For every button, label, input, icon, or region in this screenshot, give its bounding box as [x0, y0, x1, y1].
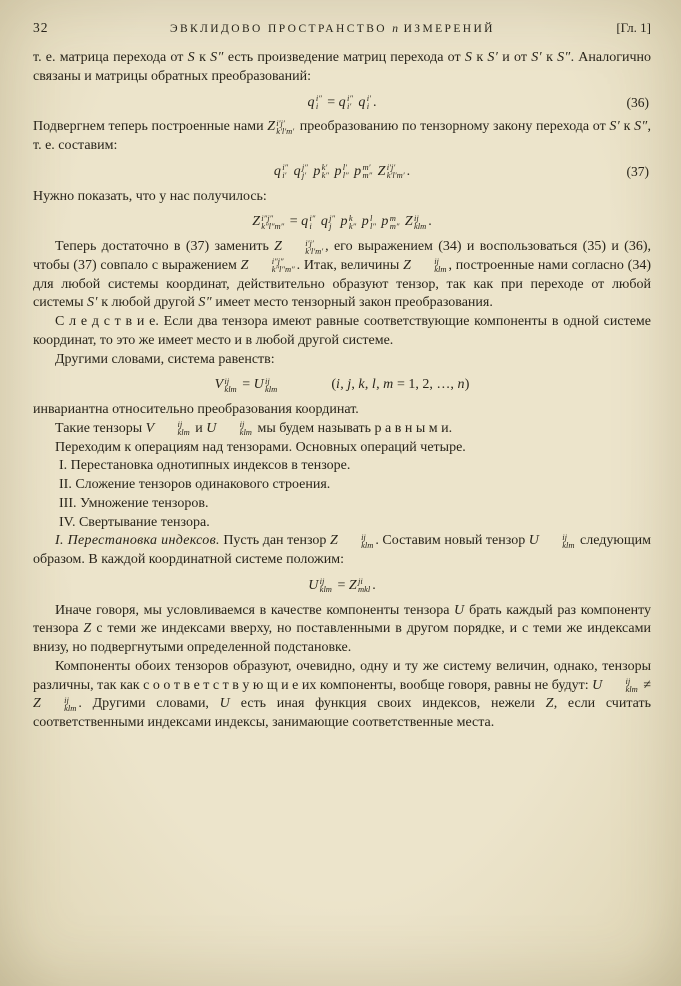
paragraph-1: т. е. матрица перехода от S к S″ есть произведение матриц перехода от S к S′ и от S′ к S″. Аналогично связаны и матрицы обратных преобразований:: [33, 50, 651, 84]
equation-vu: [33, 376, 651, 395]
paragraph-10: I. Перестановка индексов. Пусть дан тензор Z ij klm . Составим новый тензор U ij klm следующим образом. В каждой координатной системе положим:: [33, 531, 651, 567]
equation-transform: [33, 213, 651, 232]
paragraph-4: Теперь достаточно в (37) заменить Z i′j′ k′l′m′ , его выражением (34) и воспользоваться (35) и (36), чтобы (37) совпало с выражением Z i″j″ k″l″m″ . Итак, величины Z ij klm , построенные нами согласно (34) для любой системы координат, действительно образуют тензор, так как при переходе от любой системы S′ к любой другой S″ имеет место тензорный закон преобразования.: [33, 237, 652, 311]
equation-36-formula: q i″ i = q i″ i′ q i′ i .: [307, 93, 377, 112]
paragraph-8: Такие тензоры V ij klm и U ij klm мы будем называть р а в н ы м и.: [55, 419, 453, 438]
paragraph-3: Нужно показать, что у нас получилось:: [33, 188, 267, 204]
list-item-2: II. Сложение тензоров одинакового строения.: [59, 477, 331, 492]
equation-37-number: (37): [626, 164, 649, 180]
page-header: [33, 20, 651, 36]
equation-37: [33, 163, 651, 182]
equation-uz-formula: U ij klm = Z ji mkl .: [308, 576, 376, 595]
equation-36: [33, 94, 651, 113]
page-body: [33, 49, 651, 733]
equation-37-formula: q i″ i′ q j″ j′ p k′ k″ p l′ l″ p m′ m″ Z i′j′ k′l′m′ .: [273, 162, 411, 181]
equation-transform-formula: Z i″j″ k″l″m″ = q i″ i q j″ j p k k″ p l l″ p m m″ Z ij klm .: [252, 212, 432, 231]
chapter-ref: [Гл. 1]: [616, 20, 651, 35]
running-title: ЭВКЛИДОВО ПРОСТРАНСТВО n ИЗМЕРЕНИЙ: [169, 23, 495, 35]
list-item-3: III. Умножение тензоров.: [59, 495, 209, 511]
list-item-4: IV. Свертывание тензора.: [59, 514, 210, 530]
paragraph-6: Другими словами, система равенств:: [55, 351, 275, 367]
equation-uz: [33, 577, 651, 596]
page-number: 32: [33, 20, 49, 35]
paragraph-11: Иначе говоря, мы условливаемся в качестве компоненты тензора U брать каждый раз компоненту тензора Z с теми же индексами вверху, но поставленными в другом порядке, и с теми же индексами внизу, но подвергнутыми определенной подстановке.: [33, 602, 652, 655]
list-item-1: I. Перестановка однотипных индексов в тензоре.: [59, 458, 351, 474]
paragraph-7: инвариантна относительно преобразования координат.: [33, 402, 359, 417]
paragraph-5-corollary: С л е д с т в и е. Если два тензора имеют равные соответствующие компоненты в одной системе координат, то это же имеет место и в любой другой системе.: [33, 314, 651, 348]
equation-36-number: (36): [626, 94, 649, 110]
paragraph-9: Переходим к операциям над тензорами. Основных операций четыре.: [55, 439, 466, 455]
equation-vu-formula: V ij klm = U ij klm (i, j, k, l, m = 1, 2, …, n): [214, 375, 470, 394]
paragraph-12: Компоненты обоих тензоров образуют, очевидно, одну и ту же систему величин, однако, тензоры различны, так как с о о т в е т с т в у ю щ и е их компоненты, вообще говоря, равны не будут: U ij klm ≠ Z ij klm . Другими словами, U есть иная функция своих индексов, нежели Z, если считать соответственными индексами индексы, занимающие соответственные места.: [33, 658, 652, 730]
paragraph-2: Подвергнем теперь построенные нами Z i′j′ k′l′m′ преобразованию по тензорному закону перехода от S′ к S″, т. е. составим:: [33, 117, 651, 153]
